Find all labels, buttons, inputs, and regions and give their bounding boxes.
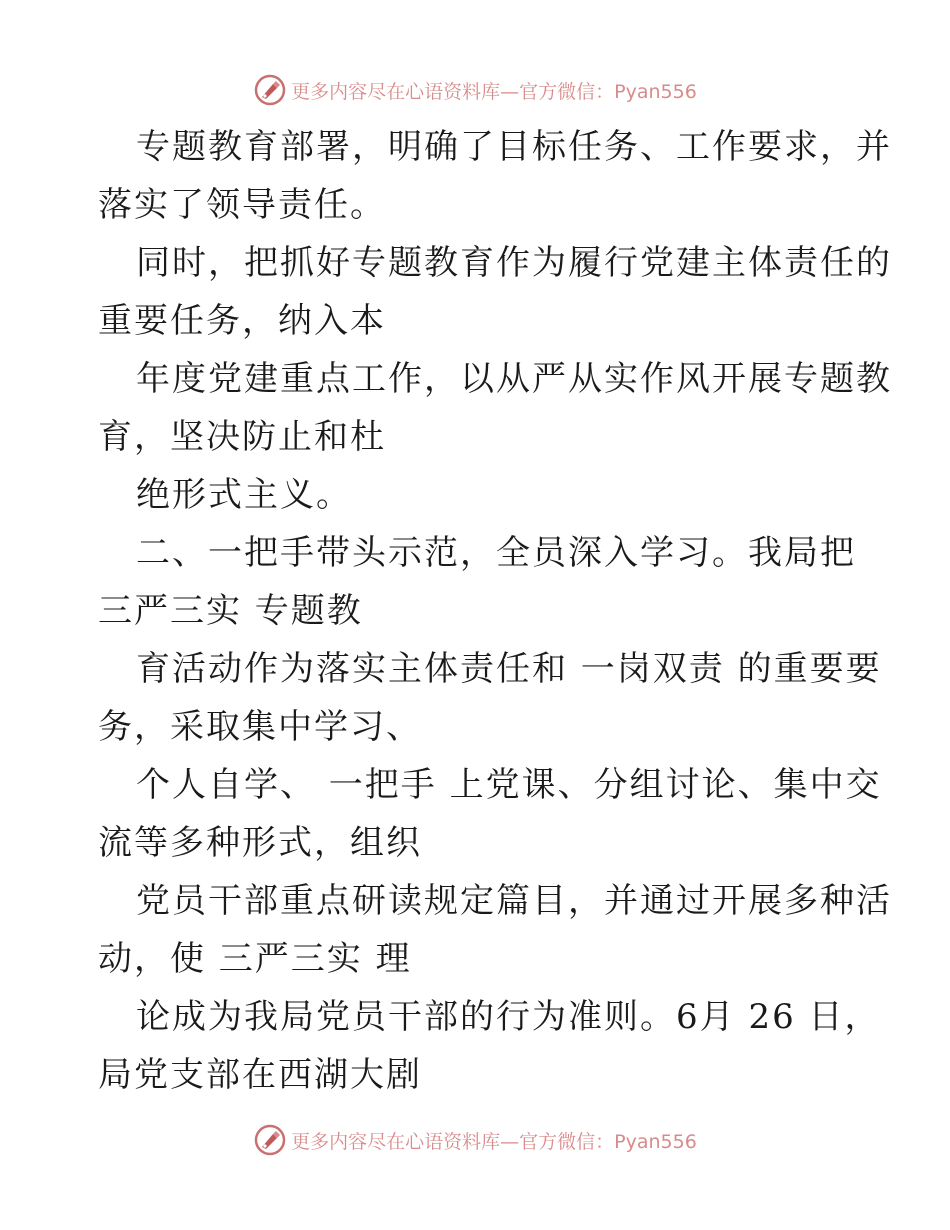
watermark-handle: Pyan556 — [614, 80, 697, 103]
paragraph-line: 专题教育部署，明确了目标任务、工作要求，并 — [136, 127, 892, 167]
paragraph-line: 绝形式主义。 — [136, 475, 352, 515]
paragraph-line: 同时，把抓好专题教育作为履行党建主体责任的 — [136, 243, 892, 283]
paragraph-line: 育活动作为落实主体责任和 一岗双责 的重要要 — [136, 649, 882, 689]
watermark-brand: 更多内容尽在心语资料库—官方微信： — [291, 1130, 615, 1153]
watermark-text — [291, 1127, 697, 1154]
paragraph-line: 年度党建重点工作，以从严从实作风开展专题教 — [136, 359, 892, 399]
watermark-text — [291, 77, 697, 104]
paragraph-line: 论成为我局党员干部的行为准则。6月 26 日， — [136, 997, 881, 1037]
paragraph-line: 落实了领导责任。 — [98, 185, 386, 225]
pen-nib-icon — [253, 1123, 287, 1157]
paragraph-line: 党员干部重点研读规定篇目，并通过开展多种活 — [136, 881, 892, 921]
paragraph-line: 二、一把手带头示范，全员深入学习。我局把 — [136, 533, 856, 573]
paragraph-line: 三严三实 专题教 — [98, 591, 363, 631]
watermark-brand: 更多内容尽在心语资料库—官方微信： — [291, 80, 615, 103]
paragraph-line: 重要任务，纳入本 — [98, 301, 386, 341]
paragraph-line: 局党支部在西湖大剧 — [98, 1055, 422, 1095]
paragraph-line: 务，采取集中学习、 — [98, 707, 422, 747]
header-watermark — [0, 70, 950, 110]
paragraph-line: 动，使 三严三实 理 — [98, 939, 412, 979]
footer-watermark — [0, 1120, 950, 1160]
pen-nib-icon — [253, 73, 287, 107]
paragraph-line: 育，坚决防止和杜 — [98, 417, 386, 457]
document-body — [98, 118, 892, 1104]
paragraph-line: 个人自学、 一把手 上党课、分组讨论、集中交 — [136, 765, 882, 805]
watermark-handle: Pyan556 — [614, 1130, 697, 1153]
paragraph-line: 流等多种形式，组织 — [98, 823, 422, 863]
